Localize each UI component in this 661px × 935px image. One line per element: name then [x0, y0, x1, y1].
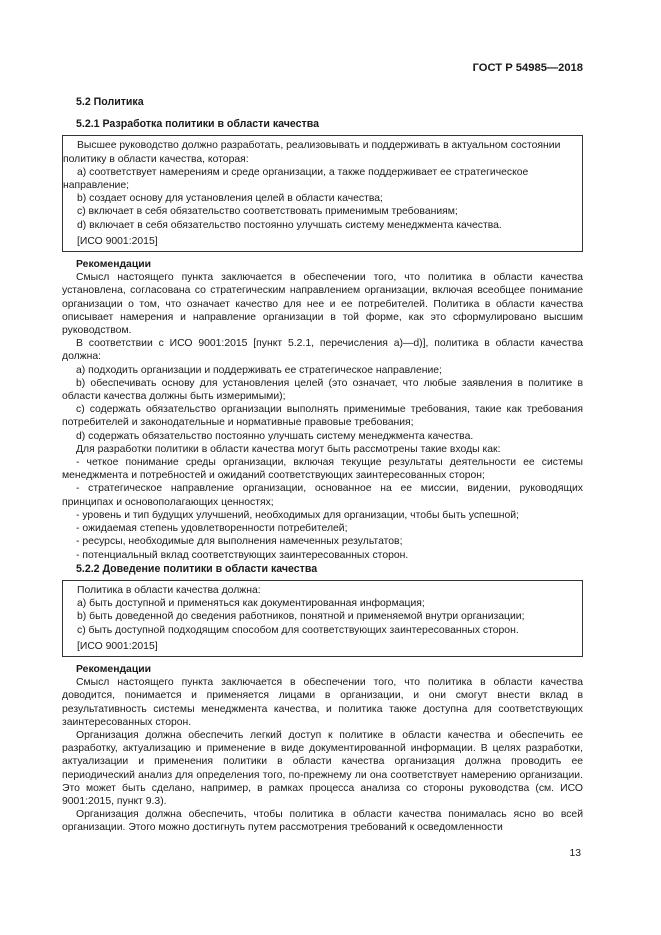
box-item: b) быть доведенной до сведения работников, понятной и применяемой внутри организации; — [77, 611, 525, 623]
section-title: 5.2 Политика — [76, 96, 144, 108]
list-item: a) подходить организации и поддерживать ее стратегическое направление; — [76, 364, 442, 376]
list-item: c) содержать обязательство организации выполнять применимые требования, такие как требования потребителей и законодательные и нормативные правовые требования; — [62, 404, 583, 429]
requirement-box-5-2-1 — [62, 135, 583, 252]
list-item: - уровень и тип будущих улучшений, необходимых для организации, чтобы быть успешной; — [76, 509, 520, 521]
standard-number: ГОСТ Р 54985—2018 — [472, 62, 583, 74]
body-paragraph: Организация должна обеспечить легкий доступ к политике в области качества и обеспечить ее разработку, актуализацию и применение в виде документированной информации. В целях разработки, актуализации и применения политики в области качества организация должна проводить ее периодический анализ для определения того, по-прежнему ли она соответствует намерению организации. Это может быть сделано, например, в рамках процесса анализа со стороны руководства (см. ИСО 9001:2015, пункт 9.3). — [62, 729, 583, 807]
subsection-title-5-2-1: 5.2.1 Разработка политики в области качества — [76, 118, 320, 131]
subsection-title-5-2-2: 5.2.2 Доведение политики в области качества — [76, 562, 318, 575]
list-item: - потенциальный вклад соответствующих заинтересованных сторон. — [76, 549, 409, 561]
box-reference: [ИСО 9001:2015] — [77, 235, 158, 247]
body-paragraph: Организация должна обеспечить, чтобы политика в области качества понималась ясно во всей организации. Этого можно достигнуть путем рассмотрения требований к осведомленности — [62, 809, 583, 834]
requirement-box-5-2-2 — [62, 580, 583, 657]
box-reference: [ИСО 9001:2015] — [77, 640, 158, 652]
list-item: - четкое понимание среды организации, включая текущие результаты деятельности ее системы менеджмента и потребностей и ожиданий соответствующих заинтересованных сторон; — [62, 457, 583, 482]
body-paragraph: Смысл настоящего пункта заключается в обеспечении того, что политика в области качества установлена, согласована со стратегическим направлением организации, включая всеобщее понимание организации о том, что означает качество для нее и ее потребителей. Политика в области качества описывает намерения и направление организации в той форме, как это сформулировано высшим руководством. — [62, 272, 583, 337]
list-item: - ресурсы, необходимые для выполнения намеченных результатов; — [76, 536, 403, 548]
list-item: - стратегическое направление организации, основанное на ее миссии, видении, руководящих принципах и основополагающих ценностях; — [62, 483, 583, 508]
list-item: - ожидаемая степень удовлетворенности потребителей; — [76, 523, 348, 535]
list-item: d) содержать обязательство постоянно улучшать систему менеджмента качества. — [76, 430, 474, 442]
box-item: b) создает основу для установления целей в области качества; — [77, 193, 383, 205]
box-item: a) быть доступной и применяться как документированная информация; — [77, 598, 425, 610]
list-item: b) обеспечивать основу для установления целей (это означает, что любые заявления в политике в области качества должны быть измеримыми); — [62, 377, 583, 403]
body-paragraph: Для разработки политики в области качества могут быть рассмотрены такие входы как: — [76, 443, 501, 455]
box-intro: Политика в области качества должна: — [77, 584, 261, 596]
page-number: 13 — [569, 848, 581, 859]
box-item: c) быть доступной подходящим способом для соответствующих заинтересованных сторон. — [77, 624, 519, 636]
box-item: c) включает в себя обязательство соответствовать применимым требованиям; — [77, 206, 458, 218]
box-item: d) включает в себя обязательство постоянно улучшать систему менеджмента качества. — [77, 219, 502, 231]
body-paragraph: Смысл настоящего пункта заключается в обеспечении того, что политика в области качества доводится, понимается и применяется лицами в организации, и они смогут внести вклад в результативность системы менеджмента качества, и политика также доступна для соответствующих заинтересованных сторон. — [62, 677, 583, 728]
box-item: a) соответствует намерениям и среде организации, а также поддерживает ее стратегическое направление; — [63, 166, 529, 192]
page-content — [62, 96, 583, 835]
box-intro: Высшее руководство должно разработать, реализовывать и поддерживать в актуальном состоянии политику в области качества, которая: — [63, 140, 561, 165]
recommendations-heading: Рекомендации — [76, 663, 152, 675]
body-paragraph: В соответствии с ИСО 9001:2015 [пункт 5.2.1, перечисления a)—d)], политика в области качества должна: — [62, 338, 583, 363]
recommendations-heading: Рекомендации — [76, 259, 152, 271]
